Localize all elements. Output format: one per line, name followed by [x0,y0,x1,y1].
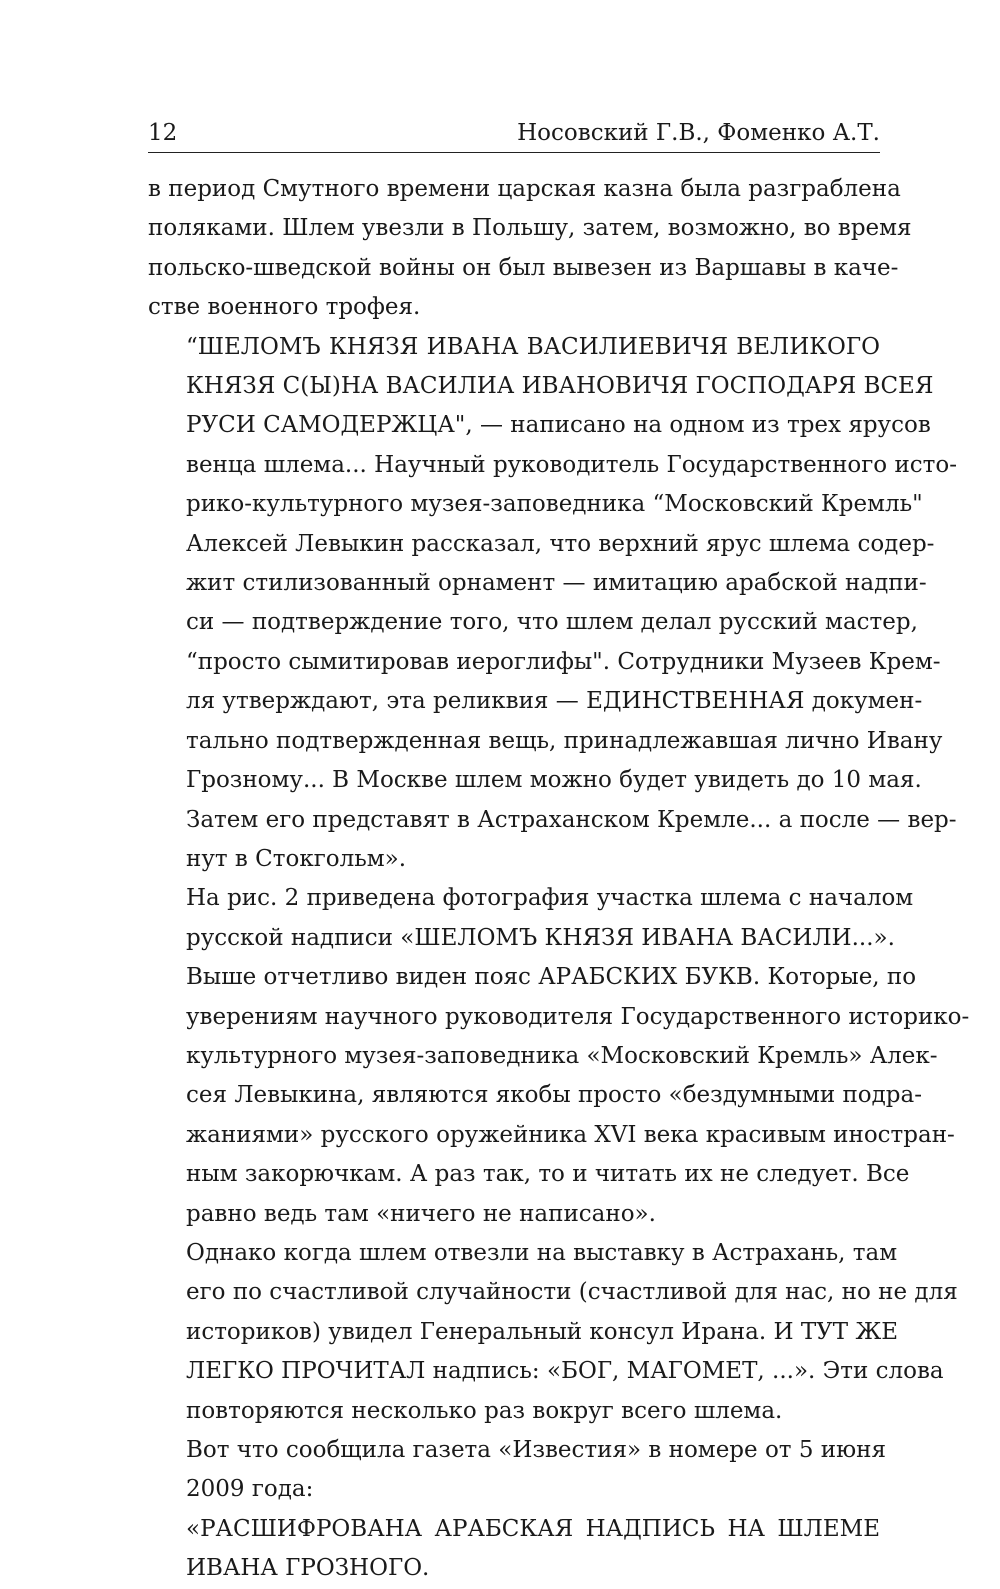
text-line: нут в Стокгольм». [186,845,407,872]
text-line: си — подтверждение того, что шлем делал русский мастер, [186,609,918,636]
text-line: уверениям научного руководителя Государственного историко- [186,1003,970,1030]
running-head: Носовский Г.В., Фоменко А.Т. [517,120,880,146]
text-line: “ШЕЛОМЪ КНЯЗЯ ИВАНА ВАСИЛИЕВИЧЯ ВЕЛИКОГО [186,333,880,360]
page-header [148,118,880,153]
text-line: «РАСШИФРОВАНА АРАБСКАЯ НАДПИСЬ НА ШЛЕМЕ [186,1515,880,1542]
text-line: Алексей Левыкин рассказал, что верхний ярус шлема содер- [186,530,935,557]
text-line: в период Смутного времени царская казна была разграблена [148,176,901,202]
text-line: его по счастливой случайности (счастливой для нас, но не для [186,1279,958,1306]
paragraph-4 [148,1234,958,1431]
text-line: “просто сымитировав иероглифы". Сотрудники Музеев Крем- [186,648,941,675]
text-line: тально подтвержденная вещь, принадлежавшая лично Ивану [186,727,943,754]
paragraph-2 [148,328,958,880]
text-line: Вот что сообщила газета «Известия» в номере от 5 июня [186,1437,886,1463]
text-line: жаниями» русского оружейника XVI века красивым иностран- [186,1121,955,1148]
paragraph-5 [148,1431,886,1510]
text-line: Грозному... В Москве шлем можно будет увидеть до 10 мая. [186,767,922,794]
text-line: ИВАНА ГРОЗНОГО. [186,1555,430,1582]
text-line: Выше отчетливо виден пояс АРАБСКИХ БУКВ. Которые, по [186,964,917,991]
paragraph-1 [148,170,912,328]
text-line: РУСИ САМОДЕРЖЦА", — написано на одном из трех ярусов [186,412,931,439]
text-line: культурного музея-заповедника «Московский Кремль» Алек- [186,1042,938,1069]
text-line: рико-культурного музея-заповедника “Московский Кремль" [186,491,923,518]
text-line: КНЯЗЯ С(Ы)НА ВАСИЛИА ИВАНОВИЧЯ ГОСПОДАРЯ ВСЕЯ [186,373,934,400]
text-line: ным закорючкам. А раз так, то и читать их не следует. Все [186,1161,910,1188]
text-line: ЛЕГКО ПРОЧИТАЛ надпись: «БОГ, МАГОМЕТ, ...». Эти слова [186,1358,944,1385]
text-line: 2009 года: [186,1476,314,1503]
body-text [148,170,970,1589]
text-line: стве военного трофея. [148,294,421,321]
text-line: поляками. Шлем увезли в Польшу, затем, возможно, во время [148,215,912,242]
text-line: польско-шведской войны он был вывезен из Варшавы в каче- [148,254,899,281]
paragraph-6 [148,1510,880,1589]
paragraph-3 [148,879,970,1234]
text-line: Однако когда шлем отвезли на выставку в Астрахань, там [186,1239,898,1266]
text-line: русской надписи «ШЕЛОМЪ КНЯЗЯ ИВАНА ВАСИЛИ...». [186,924,895,951]
text-line: ля утверждают, эта реликвия — ЕДИНСТВЕННАЯ докумен- [186,688,923,715]
text-line: Затем его представят в Астраханском Кремле... а после — вер- [186,806,957,833]
text-line: жит стилизованный орнамент — имитацию арабской надпи- [186,570,927,597]
text-line: На рис. 2 приведена фотография участка шлема с началом [186,885,914,912]
text-line: равно ведь там «ничего не написано». [186,1200,656,1227]
text-line: повторяются несколько раз вокруг всего шлема. [186,1397,783,1424]
text-line: историков) увидел Генеральный консул Ирана. И ТУТ ЖЕ [186,1318,899,1345]
text-line: сея Левыкина, являются якобы просто «бездумными подра- [186,1082,922,1109]
page-number: 12 [148,120,178,146]
text-line: венца шлема... Научный руководитель Государственного исто- [186,451,958,478]
